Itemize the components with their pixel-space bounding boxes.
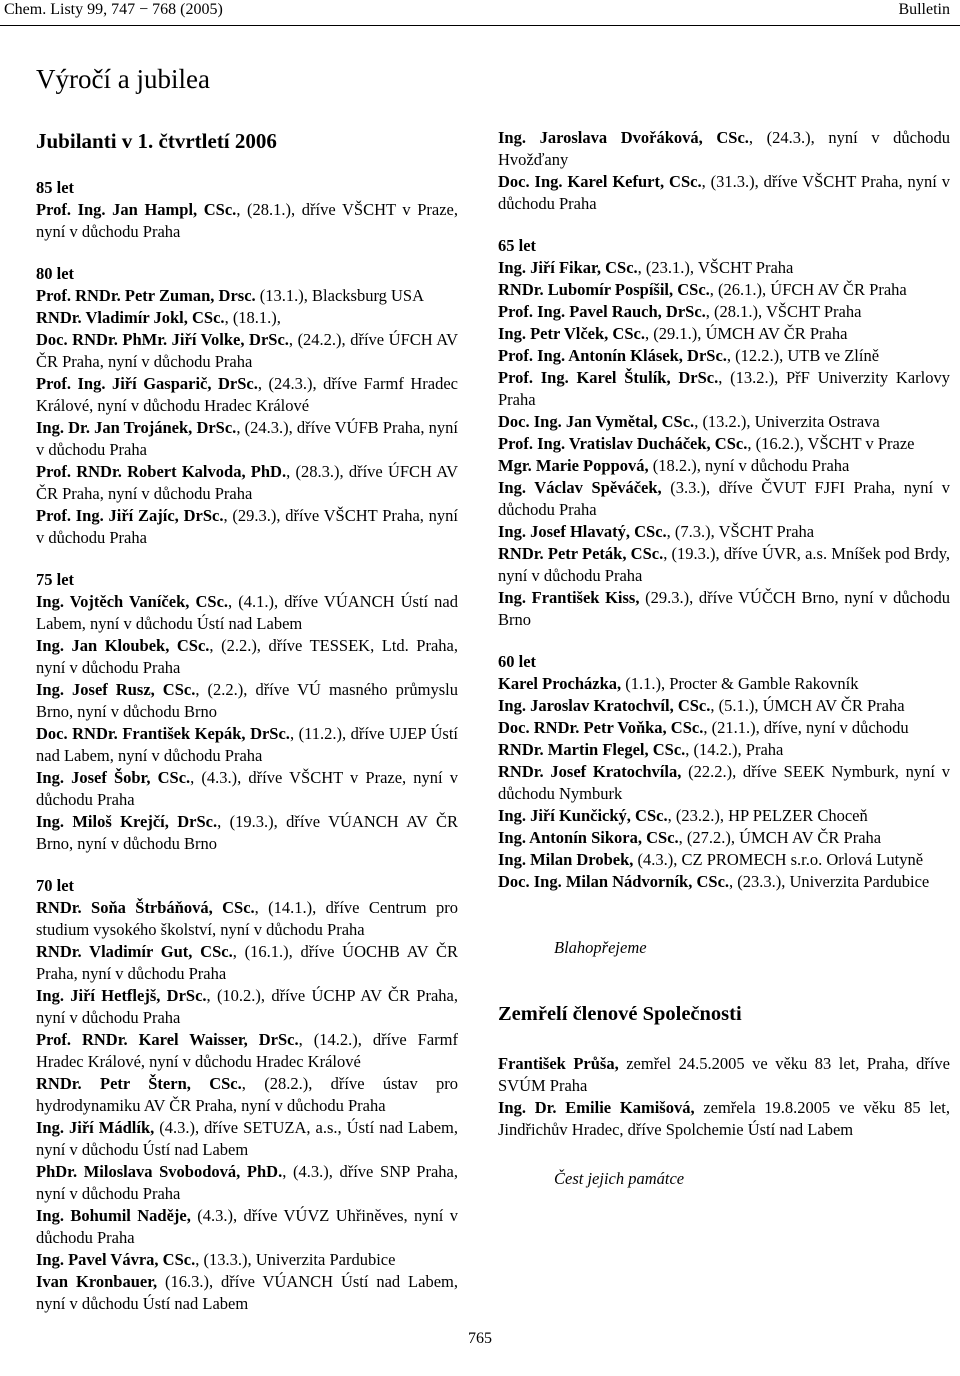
person-name: RNDr. Vladimír Jokl, CSc. — [36, 308, 225, 327]
person-entry — [498, 477, 950, 521]
person-entry — [36, 1271, 458, 1315]
deceased-heading: Zemřelí členové Společnosti — [498, 1003, 742, 1025]
person-details: , (10.2.), dříve ÚCHP AV ČR Praha, nyní v důchodu Praha — [36, 986, 458, 1027]
person-name: Doc. Ing. Jan Vymětal, CSc. — [498, 412, 695, 431]
person-entry — [498, 739, 950, 761]
person-details: , (16.2.), VŠCHT v Praze — [747, 434, 915, 453]
person-details: , (23.1.), VŠCHT Praha — [637, 258, 794, 277]
person-entry — [498, 761, 950, 805]
left-column — [36, 127, 458, 1315]
person-details: (22.2.), dříve SEEK Nymburk, nyní v důchodu Nymburk — [498, 762, 950, 803]
person-name: Doc. Ing. Milan Nádvorník, CSc. — [498, 872, 730, 891]
person-details: , (14.1.), dříve Centrum pro studium vysokého školství, nyní v důchodu Praha — [36, 898, 458, 939]
jubilee-heading: Jubilanti v 1. čtvrtletí 2006 — [36, 129, 277, 153]
person-details: , (13.2.), Univerzita Ostrava — [694, 412, 880, 431]
person-details: , (26.1.), ÚFCH AV ČR Praha — [709, 280, 907, 299]
person-name: Ing. František Kiss, — [498, 588, 640, 607]
person-entry — [498, 279, 950, 301]
person-entry — [36, 307, 458, 329]
person-name: PhDr. Miloslava Svobodová, PhD. — [36, 1162, 283, 1181]
person-details: (29.3.), dříve VÚČCH Brno, nyní v důchodu Brno — [498, 588, 951, 629]
person-entry — [36, 679, 458, 723]
person-details: , (28.1.), VŠCHT Praha — [705, 302, 862, 321]
person-name: Ing. Jiří Mádlík, — [36, 1118, 155, 1137]
age-heading: 85 let — [36, 178, 75, 197]
person-entry — [36, 811, 458, 855]
person-entry — [498, 323, 950, 345]
person-entry — [36, 505, 458, 549]
person-entry — [36, 417, 458, 461]
person-entry — [498, 871, 950, 893]
person-entry — [498, 521, 950, 543]
person-details: , (19.3.), dříve ÚVR, a.s. Mníšek pod Brdy, nyní v důchodu Praha — [498, 544, 951, 585]
person-name: Prof. Ing. Jan Hampl, CSc. — [36, 200, 237, 219]
right-groups — [498, 235, 950, 893]
person-entry — [36, 329, 458, 373]
person-name: Prof. Ing. Jiří Zajíc, DrSc. — [36, 506, 224, 525]
page-number: 765 — [468, 1330, 492, 1347]
person-name: Ing. Jiří Kunčický, CSc. — [498, 806, 668, 825]
age-heading: 80 let — [36, 264, 75, 283]
person-details: (4.3.), dříve VÚVZ Uhřiněves, nyní v důchodu Praha — [36, 1206, 458, 1247]
person-name: Prof. Ing. Vratislav Ducháček, CSc. — [498, 434, 748, 453]
person-details: , (23.2.), HP PELZER Choceň — [667, 806, 868, 825]
person-entry — [36, 635, 458, 679]
person-name: Ing. Jaroslav Kratochvíl, CSc. — [498, 696, 711, 715]
person-details: , (28.3.), dříve ÚFCH AV ČR Praha, nyní v důchodu Praha — [36, 462, 459, 503]
person-name: Ing. Josef Šobr, CSc. — [36, 768, 191, 787]
person-details: (3.3.), dříve ČVUT FJFI Praha, nyní v důchodu Praha — [498, 478, 950, 519]
person-entry — [498, 587, 950, 631]
person-details: , (24.2.), dříve ÚFCH AV ČR Praha, nyní v důchodu Praha — [36, 330, 458, 371]
person-details: , (14.2.), dříve Farmf Hradec Králové, nyní v důchodu Hradec Králové — [36, 1030, 459, 1071]
person-entry — [36, 285, 458, 307]
age-heading: 70 let — [36, 876, 75, 895]
person-entry — [498, 849, 950, 871]
person-details: , (28.2.), dříve ústav pro hydrodynamiku AV ČR Praha, nyní v důchodu Praha — [36, 1074, 459, 1115]
person-details: , (31.3.), dříve VŠCHT Praha, nyní v důchodu Praha — [498, 172, 951, 213]
person-entry — [36, 199, 458, 243]
person-name: Prof. RNDr. Petr Zuman, Drsc. — [36, 286, 256, 305]
person-name: Ing. Jaroslava Dvořáková, CSc. — [498, 128, 749, 147]
person-details: , (13.2.), PřF Univerzity Karlovy Praha — [498, 368, 950, 409]
person-entry — [36, 1117, 458, 1161]
person-details: zemřel 24.5.2005 ve věku 83 let, Praha, dříve SVÚM Praha — [498, 1054, 950, 1095]
person-name: Ing. Milan Drobek, — [498, 850, 634, 869]
person-details: , (28.1.), dříve VŠCHT v Praze, nyní v důchodu Praha — [36, 200, 458, 241]
person-entry — [498, 1097, 950, 1141]
person-name: Ing. Josef Hlavatý, CSc. — [498, 522, 667, 541]
person-details: , (24.3.), nyní v důchodu Hvožďany — [498, 128, 950, 169]
person-entry — [498, 345, 950, 367]
congratulations: Blahopřejeme — [554, 938, 647, 957]
section-title: Výročí a jubilea — [36, 64, 210, 94]
person-entry — [498, 717, 950, 739]
person-details: , (4.1.), dříve VÚANCH Ústí nad Labem, nyní v důchodu Ústí nad Labem — [36, 592, 458, 633]
person-details: , (2.2.), dříve VÚ masného průmyslu Brno, nyní v důchodu Brno — [36, 680, 458, 721]
person-details: , (5.1.), ÚMCH AV ČR Praha — [710, 696, 905, 715]
person-details: , (13.3.), Univerzita Pardubice — [195, 1250, 396, 1269]
person-name: Ivan Kronbauer, — [36, 1272, 158, 1291]
person-entry — [36, 941, 458, 985]
person-entry — [36, 1205, 458, 1249]
person-entry — [36, 767, 458, 811]
right-column — [498, 127, 950, 1190]
person-name: Ing. Miloš Krejčí, DrSc. — [36, 812, 218, 831]
person-entry — [36, 461, 458, 505]
person-entry — [498, 695, 950, 717]
person-entry — [498, 673, 950, 695]
person-details: , (14.2.), Praha — [685, 740, 784, 759]
person-name: Ing. Jiří Hetflejš, DrSc. — [36, 986, 207, 1005]
person-name: Ing. Dr. Emilie Kamišová, — [498, 1098, 695, 1117]
person-entry — [36, 897, 458, 941]
person-name: Doc. RNDr. Petr Voňka, CSc. — [498, 718, 704, 737]
person-name: RNDr. Vladimír Gut, CSc. — [36, 942, 233, 961]
person-details: , (24.3.), dříve VÚFB Praha, nyní v důchodu Praha — [36, 418, 458, 459]
person-name: Prof. Ing. Antonín Klásek, DrSc. — [498, 346, 727, 365]
continued-entries — [498, 127, 950, 215]
person-entry — [36, 1029, 458, 1073]
left-groups — [36, 177, 458, 1315]
person-entry — [36, 591, 458, 635]
person-details: , (23.3.), Univerzita Pardubice — [729, 872, 930, 891]
person-name: Ing. Dr. Jan Trojánek, DrSc. — [36, 418, 237, 437]
person-details: , (18.1.), — [224, 308, 281, 327]
person-name: RNDr. Lubomír Pospíšil, CSc. — [498, 280, 710, 299]
person-name: Prof. Ing. Jiří Gasparič, DrSc. — [36, 374, 258, 393]
section-label: Bulletin — [898, 1, 950, 18]
person-entry — [498, 171, 950, 215]
person-entry — [36, 1249, 458, 1271]
person-details: (1.1.), Procter & Gamble Rakovník — [621, 674, 859, 693]
person-details: , (11.2.), dříve UJEP Ústí nad Labem, nyní v důchodu Praha — [36, 724, 459, 765]
person-entry — [498, 301, 950, 323]
person-entry — [498, 127, 950, 171]
age-heading: 60 let — [498, 652, 537, 671]
person-details: , (12.2.), UTB ve Zlíně — [726, 346, 880, 365]
person-entry — [36, 723, 458, 767]
person-entry — [498, 433, 950, 455]
person-name: Ing. Pavel Vávra, CSc. — [36, 1250, 196, 1269]
person-name: Ing. Jiří Fikar, CSc. — [498, 258, 638, 277]
person-details: , (29.3.), dříve VŠCHT Praha, nyní v důchodu Praha — [36, 506, 458, 547]
person-details: , (24.3.), dříve Farmf Hradec Králové, nyní v důchodu Hradec Králové — [36, 374, 458, 415]
person-name: RNDr. Martin Flegel, CSc. — [498, 740, 686, 759]
person-name: Ing. Petr Vlček, CSc. — [498, 324, 645, 343]
age-heading: 65 let — [498, 236, 537, 255]
person-entry — [498, 257, 950, 279]
person-name: Ing. Josef Rusz, CSc. — [36, 680, 196, 699]
person-name: Ing. Antonín Sikora, CSc. — [498, 828, 679, 847]
person-name: RNDr. Petr Štern, CSc. — [36, 1074, 242, 1093]
person-details: zemřela 19.8.2005 ve věku 85 let, Jindřichův Hradec, dříve Spolchemie Ústí nad Labem — [498, 1098, 950, 1139]
person-name: RNDr. Josef Kratochvíla, — [498, 762, 682, 781]
person-details: , (29.1.), ÚMCH AV ČR Praha — [644, 324, 848, 343]
person-entry — [498, 543, 950, 587]
person-name: RNDr. Soňa Štrbáňová, CSc. — [36, 898, 255, 917]
person-entry — [498, 455, 950, 477]
age-heading: 75 let — [36, 570, 75, 589]
person-name: Prof. Ing. Pavel Rauch, DrSc. — [498, 302, 706, 321]
person-details: (13.1.), Blacksburg USA — [255, 286, 425, 305]
person-details: , (4.3.), dříve SNP Praha, nyní v důchodu Praha — [36, 1162, 458, 1203]
person-entry — [498, 827, 950, 849]
person-details: , (16.1.), dříve ÚOCHB AV ČR Praha, nyní v důchodu Praha — [36, 942, 458, 983]
person-name: Karel Procházka, — [498, 674, 622, 693]
person-details: , (27.2.), ÚMCH AV ČR Praha — [678, 828, 882, 847]
person-details: , (4.3.), dříve VŠCHT v Praze, nyní v důchodu Praha — [36, 768, 458, 809]
person-details: (18.2.), nyní v důchodu Praha — [648, 456, 850, 475]
person-entry — [36, 985, 458, 1029]
person-name: Doc. RNDr. František Kepák, DrSc. — [36, 724, 290, 743]
person-details: , (2.2.), dříve TESSEK, Ltd. Praha, nyní v důchodu Praha — [36, 636, 458, 677]
person-name: Doc. RNDr. PhMr. Jiří Volke, DrSc. — [36, 330, 289, 349]
person-details: (4.3.), dříve SETUZA, a.s., Ústí nad Labem, nyní v důchodu Ústí nad Labem — [36, 1118, 458, 1159]
honor-note: Čest jejich památce — [554, 1169, 685, 1188]
deceased-list — [498, 1053, 950, 1141]
person-entry — [498, 1053, 950, 1097]
person-name: Mgr. Marie Poppová, — [498, 456, 649, 475]
person-name: Ing. Jan Kloubek, CSc. — [36, 636, 210, 655]
person-name: RNDr. Petr Peták, CSc. — [498, 544, 664, 563]
person-name: Ing. Bohumil Naděje, — [36, 1206, 191, 1225]
person-entry — [498, 411, 950, 433]
person-entry — [498, 805, 950, 827]
person-name: Ing. Vojtěch Vaníček, CSc. — [36, 592, 229, 611]
person-details: (4.3.), CZ PROMECH s.r.o. Orlová Lutyně — [633, 850, 924, 869]
person-entry — [36, 1073, 458, 1117]
person-name: Ing. Václav Spěváček, — [498, 478, 662, 497]
person-details: (16.3.), dříve VÚANCH Ústí nad Labem, nyní v důchodu Ústí nad Labem — [36, 1272, 458, 1313]
person-name: František Průša, — [498, 1054, 619, 1073]
journal-citation: Chem. Listy 99, 747 − 768 (2005) — [4, 1, 223, 18]
person-entry — [36, 373, 458, 417]
person-name: Prof. Ing. Karel Štulík, DrSc. — [498, 368, 719, 387]
person-details: , (7.3.), VŠCHT Praha — [666, 522, 815, 541]
person-entry — [498, 367, 950, 411]
person-name: Prof. RNDr. Robert Kalvoda, PhD. — [36, 462, 287, 481]
header-rule — [0, 25, 960, 26]
person-name: Prof. RNDr. Karel Waisser, DrSc. — [36, 1030, 299, 1049]
person-name: Doc. Ing. Karel Kefurt, CSc. — [498, 172, 702, 191]
person-details: , (21.1.), dříve, nyní v důchodu — [703, 718, 909, 737]
person-details: , (19.3.), dříve VÚANCH AV ČR Brno, nyní v důchodu Brno — [36, 812, 458, 853]
person-entry — [36, 1161, 458, 1205]
